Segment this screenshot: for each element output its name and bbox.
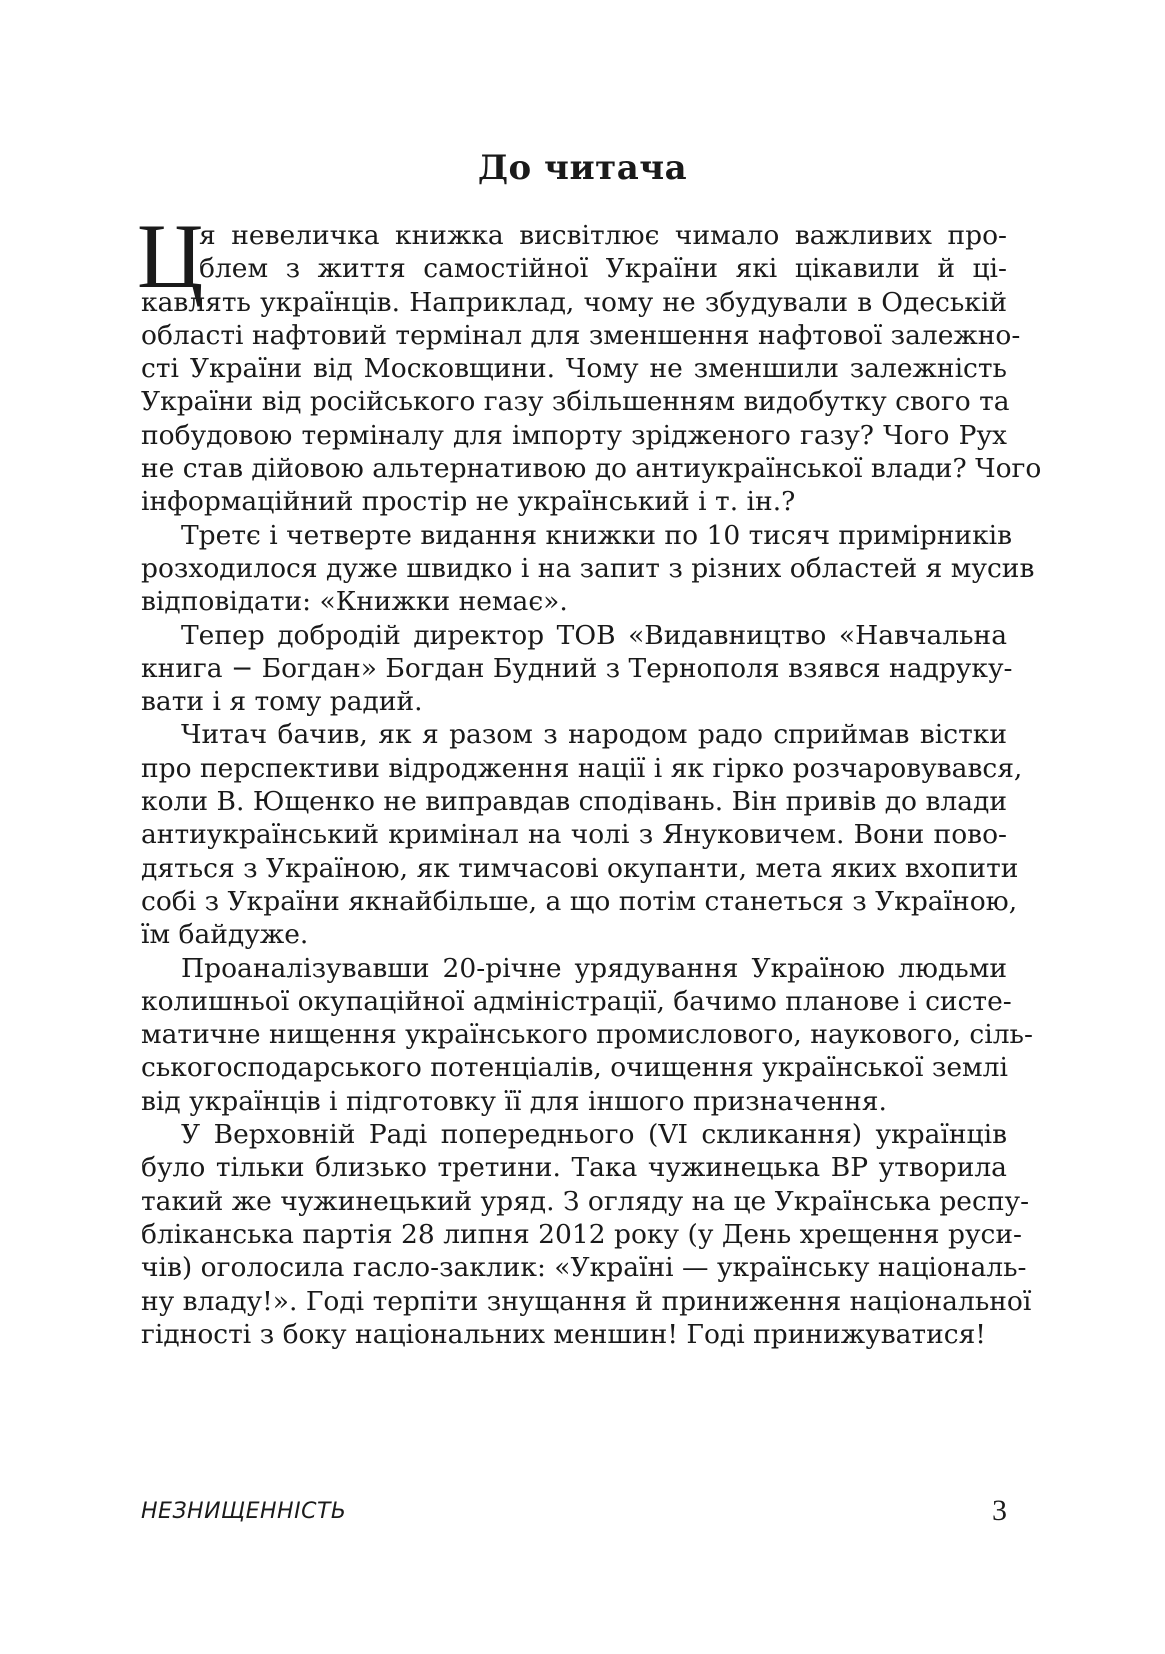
body-text bbox=[137, 205, 1042, 1351]
drop-cap: Ц bbox=[137, 205, 204, 307]
page-title: До читача bbox=[477, 148, 688, 188]
text-line: коли В. Ющенко не виправдав сподівань. Він привів до влади bbox=[141, 786, 1007, 818]
text-line: їм байдуже. bbox=[141, 919, 309, 951]
text-line: сті України від Московщини. Чому не зменшили залежність bbox=[141, 353, 1007, 385]
text-line: книга − Богдан» Богдан Будний з Тернополя взявся надруку- bbox=[141, 652, 1013, 684]
text-line: кавлять українців. Наприклад, чому не збудували в Одеській bbox=[141, 286, 1007, 318]
text-line: Тепер добродій директор ТОВ «Видавництво «Навчальна bbox=[181, 619, 1007, 651]
text-line: побудовою терміналу для імпорту зрідженого газу? Чого Рух bbox=[141, 419, 1007, 451]
text-line: антиукраїнський кримінал на чолі з Януковичем. Вони пово- bbox=[141, 819, 1007, 851]
text-line: я невеличка книжка висвітлює чимало важливих про- bbox=[199, 220, 1007, 251]
text-line: області нафтовий термінал для зменшення нафтової залежно- bbox=[141, 319, 1021, 351]
text-line: такий же чужинецький уряд. З огляду на це Українська респу- bbox=[141, 1185, 1030, 1217]
text-line: дяться з Україною, як тимчасові окупанти, мета яких вхопити bbox=[141, 852, 1019, 884]
text-line: ну владу!». Годі терпіти знущання й приниження національної bbox=[141, 1285, 1032, 1317]
text-line: відповідати: «Книжки немає». bbox=[141, 586, 568, 618]
text-line: матичне нищення українського промислового, наукового, сіль- bbox=[141, 1019, 1033, 1051]
text-line: Проаналізувавши 20-річне урядування Україною людьми bbox=[181, 952, 1007, 984]
text-line: блем з життя самостійної України які цікавили й ці- bbox=[199, 253, 1007, 285]
text-line: не став дійовою альтернативою до антиукраїнської влади? Чого bbox=[141, 453, 1042, 485]
text-line: бліканська партія 28 липня 2012 року (у День хрещення руси- bbox=[141, 1218, 1022, 1250]
text-line: Третє і четверте видання книжки по 10 тисяч примірників bbox=[181, 519, 1013, 551]
text-line: про перспективи відродження нації і як гірко розчаровувався, bbox=[141, 752, 1023, 784]
text-line: гідності з боку національних меншин! Годі принижуватися! bbox=[141, 1318, 986, 1350]
text-line: України від російського газу збільшенням видобутку свого та bbox=[141, 386, 1010, 418]
running-footer-title: НЕЗНИЩЕННІСТЬ bbox=[141, 1499, 347, 1524]
text-line: собі з України якнайбільше, а що потім станеться з Україною, bbox=[141, 885, 1018, 917]
text-line: У Верховній Раді попереднього (VI скликання) українців bbox=[181, 1119, 1007, 1151]
text-line: інформаційний простір не український і т. ін.? bbox=[141, 486, 796, 518]
text-line: чів) оголосила гасло-заклик: «Україні — українську національ- bbox=[141, 1252, 1027, 1284]
text-line: колишньої окупаційної адміністрації, бачимо планове і систе- bbox=[141, 985, 1012, 1017]
text-line: розходилося дуже швидко і на запит з різних областей я мусив bbox=[141, 552, 1035, 584]
text-line: було тільки близько третини. Така чужинецька ВР утворила bbox=[141, 1152, 1007, 1184]
text-line: ськогосподарського потенціалів, очищення української землі bbox=[141, 1052, 1008, 1084]
text-line: від українців і підготовку її для іншого призначення. bbox=[141, 1085, 887, 1117]
text-line: Читач бачив, як я разом з народом радо сприймав вістки bbox=[181, 719, 1007, 751]
text-line: вати і я тому радий. bbox=[141, 686, 423, 718]
page-number: 3 bbox=[992, 1494, 1007, 1527]
